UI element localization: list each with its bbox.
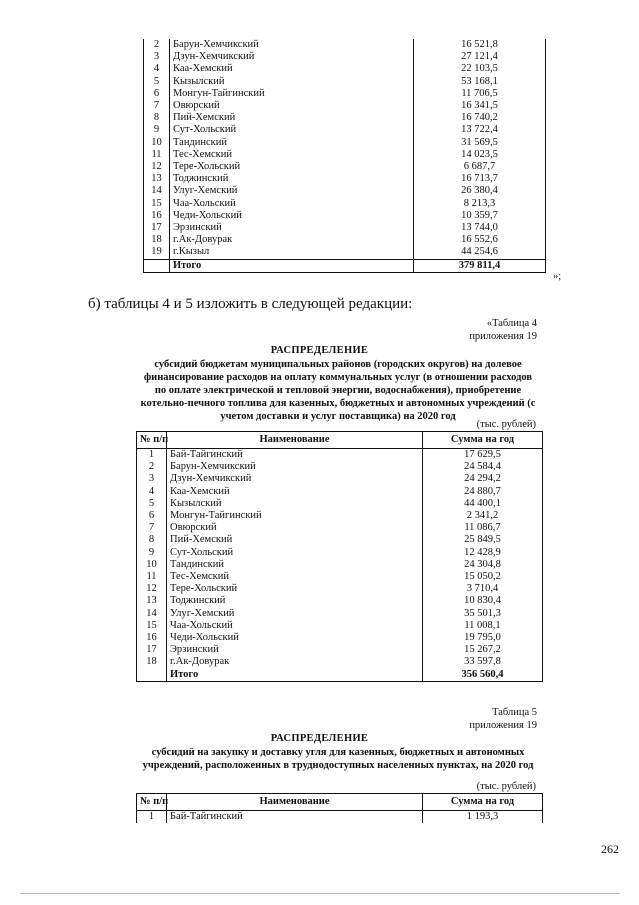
header-name: Наименование [167, 432, 423, 449]
table-4 [136, 431, 543, 682]
table-row [137, 571, 543, 583]
row-name: г.Кызыл [170, 246, 414, 259]
table-row [137, 547, 543, 559]
row-sum: 11 086,7 [423, 522, 543, 534]
row-number: 6 [148, 510, 155, 522]
table-row [144, 198, 546, 210]
row-name: Тере-Хольский [167, 583, 423, 595]
table-4-header-row [137, 432, 543, 449]
row-name: Монгун-Тайгинский [170, 88, 414, 100]
row-sum: 14 023,5 [414, 149, 546, 161]
row-name: Барун-Хемчикский [167, 461, 423, 473]
row-sum: 11 706,5 [414, 88, 546, 100]
row-name: Пий-Хемский [167, 534, 423, 546]
row-number: 2 [148, 461, 155, 473]
table-row [137, 510, 543, 522]
row-number: 16 [146, 632, 157, 644]
row-name: Бай-Тайгинский [167, 811, 423, 824]
row-name: Пий-Хемский [170, 112, 414, 124]
row-number: 10 [146, 558, 157, 570]
row-sum: 3 710,4 [423, 583, 543, 595]
table-row [144, 39, 546, 51]
row-number: 12 [151, 161, 162, 173]
table-row [144, 234, 546, 246]
row-sum: 31 569,5 [414, 137, 546, 149]
row-number: 5 [148, 497, 155, 509]
table-row [137, 486, 543, 498]
header-sum: Сумма на год [423, 432, 543, 449]
table-row [137, 559, 543, 571]
row-sum: 24 304,8 [423, 559, 543, 571]
total-empty-cell [144, 259, 170, 272]
row-name: Эрзинский [170, 222, 414, 234]
table-row [137, 498, 543, 510]
row-name: Кызылский [170, 76, 414, 88]
row-name: Тес-Хемский [167, 571, 423, 583]
table-row [144, 51, 546, 63]
row-number: 2 [153, 39, 160, 50]
table-4-label-line2: приложения 19 [469, 330, 537, 342]
table-row [144, 124, 546, 136]
row-number: 17 [151, 222, 162, 234]
row-name: Тоджинский [170, 173, 414, 185]
row-name: г.Ак-Довурак [167, 656, 423, 668]
row-number: 19 [151, 246, 162, 258]
row-name: Тандинский [167, 559, 423, 571]
table-4-label-line1: «Таблица 4 [486, 318, 537, 329]
row-number: 13 [146, 595, 157, 607]
row-number: 4 [153, 63, 160, 75]
row-number: 4 [148, 485, 155, 497]
table-3-end-mark: »; [553, 271, 562, 282]
row-number: 14 [151, 185, 162, 197]
row-number: 10 [151, 136, 162, 148]
row-name: Барун-Хемчикский [170, 39, 414, 51]
total-sum: 356 560,4 [423, 669, 543, 682]
amendment-paragraph: б) таблицы 4 и 5 изложить в следующей редакции: [88, 296, 413, 312]
bottom-divider [20, 893, 620, 894]
row-sum: 44 400,1 [423, 498, 543, 510]
row-number: 16 [151, 209, 162, 221]
row-sum: 10 359,7 [414, 210, 546, 222]
row-name: Каа-Хемский [167, 486, 423, 498]
table-row [137, 461, 543, 473]
row-sum: 16 521,8 [414, 39, 546, 51]
row-name: Бай-Тайгинский [167, 449, 423, 462]
row-number: 11 [146, 571, 157, 583]
row-number: 7 [153, 100, 160, 112]
row-sum: 24 584,4 [423, 461, 543, 473]
table-row [144, 63, 546, 75]
table-row [144, 222, 546, 234]
table-row [144, 76, 546, 88]
row-name: Сут-Хольский [167, 547, 423, 559]
table-total-row [144, 259, 546, 272]
row-name: Дзун-Хемчикский [167, 473, 423, 485]
header-name: Наименование [167, 794, 423, 811]
row-number: 8 [153, 112, 160, 124]
table-total-row [137, 669, 543, 682]
row-sum: 11 008,1 [423, 620, 543, 632]
table-row [137, 595, 543, 607]
table-4-subtitle: субсидий бюджетам муниципальных районов (городских округов) на долевое финансирование расходов на оплату коммунальных услуг (в отношении расходов по оплате электрической и тепловой энергии, водоснабжения), приобретение котельно-печного топлива для казенных, бюджетных и автономных учреждений (с учетом доставки и услуг поставщика) на 2020 год [140, 359, 536, 422]
row-name: Тере-Хольский [170, 161, 414, 173]
table-5-label [469, 707, 537, 732]
table-row [144, 185, 546, 197]
table-5-subtitle: субсидий на закупку и доставку угля для казенных, бюджетных и автономных учреждений, расположенных в труднодоступных населенных пунктах, на 2020 год [142, 747, 534, 771]
row-sum: 35 501,3 [423, 608, 543, 620]
row-number: 18 [151, 234, 162, 246]
table-5-label-line2: приложения 19 [469, 719, 537, 731]
row-sum: 16 341,5 [414, 100, 546, 112]
total-label: Итого [167, 669, 423, 682]
row-number: 1 [148, 811, 155, 822]
table-row [137, 811, 543, 824]
row-sum: 16 713,7 [414, 173, 546, 185]
row-sum: 53 168,1 [414, 76, 546, 88]
table-row [137, 632, 543, 644]
row-name: Каа-Хемский [170, 63, 414, 75]
table-5-unit: (тыс. рублей) [476, 781, 536, 792]
row-name: Улуг-Хемский [167, 608, 423, 620]
row-sum: 8 213,3 [414, 198, 546, 210]
table-row [144, 246, 546, 259]
table-row [137, 620, 543, 632]
table-row [137, 608, 543, 620]
row-number: 8 [148, 534, 155, 546]
row-name: Тандинский [170, 137, 414, 149]
table-row [137, 583, 543, 595]
table-4-label [469, 318, 537, 343]
page-number: 262 [601, 842, 619, 856]
row-name: Монгун-Тайгинский [167, 510, 423, 522]
row-sum: 27 121,4 [414, 51, 546, 63]
row-sum: 12 428,9 [423, 547, 543, 559]
row-number: 5 [153, 75, 160, 87]
table-row [137, 449, 543, 462]
table-4-unit: (тыс. рублей) [476, 419, 536, 430]
row-sum: 16 740,2 [414, 112, 546, 124]
row-number: 3 [148, 473, 155, 485]
row-name: Чеди-Хольский [167, 632, 423, 644]
row-sum: 19 795,0 [423, 632, 543, 644]
row-number: 11 [151, 148, 162, 160]
row-name: Кызылский [167, 498, 423, 510]
row-number: 14 [146, 607, 157, 619]
row-name: Овюрский [167, 522, 423, 534]
row-number: 1 [148, 449, 155, 460]
row-name: Тес-Хемский [170, 149, 414, 161]
row-name: Дзун-Хемчикский [170, 51, 414, 63]
total-empty-cell [137, 669, 167, 682]
row-sum: 13 744,0 [414, 222, 546, 234]
row-number: 13 [151, 173, 162, 185]
table-row [137, 522, 543, 534]
table-row [144, 100, 546, 112]
header-num: № п/п [137, 794, 167, 811]
table-row [137, 534, 543, 546]
table-3-continuation [143, 39, 546, 273]
row-number: 17 [146, 644, 157, 656]
total-sum: 379 811,4 [414, 259, 546, 272]
table-5-header-row [137, 794, 543, 811]
row-sum: 25 849,5 [423, 534, 543, 546]
row-sum: 24 294,2 [423, 473, 543, 485]
row-number: 6 [153, 87, 160, 99]
row-name: Сут-Хольский [170, 124, 414, 136]
row-name: Чеди-Хольский [170, 210, 414, 222]
row-number: 12 [146, 583, 157, 595]
row-name: Улуг-Хемский [170, 185, 414, 197]
row-sum: 10 830,4 [423, 595, 543, 607]
table-row [144, 210, 546, 222]
row-sum: 13 722,4 [414, 124, 546, 136]
row-name: Чаа-Хольский [167, 620, 423, 632]
header-num: № п/п [137, 432, 167, 449]
row-number: 7 [148, 522, 155, 534]
row-number: 9 [148, 546, 155, 558]
table-row [144, 112, 546, 124]
row-sum: 16 552,6 [414, 234, 546, 246]
table-row [137, 644, 543, 656]
row-sum: 6 687,7 [414, 161, 546, 173]
row-name: Чаа-Хольский [170, 198, 414, 210]
row-sum: 22 103,5 [414, 63, 546, 75]
total-label: Итого [170, 259, 414, 272]
header-sum: Сумма на год [423, 794, 543, 811]
row-sum: 33 597,8 [423, 656, 543, 668]
row-sum: 44 254,6 [414, 246, 546, 259]
row-sum: 2 341,2 [423, 510, 543, 522]
row-sum: 26 380,4 [414, 185, 546, 197]
row-number: 9 [153, 124, 160, 136]
row-number: 15 [151, 197, 162, 209]
row-sum: 15 050,2 [423, 571, 543, 583]
table-row [144, 137, 546, 149]
row-sum: 24 880,7 [423, 486, 543, 498]
table-row [144, 161, 546, 173]
table-4-heading: РАСПРЕДЕЛЕНИЕ [270, 345, 369, 356]
table-5 [136, 793, 543, 823]
table-row [144, 149, 546, 161]
table-row [144, 88, 546, 100]
row-number: 18 [146, 656, 157, 668]
row-number: 3 [153, 51, 160, 63]
row-sum: 1 193,3 [423, 811, 543, 824]
table-row [137, 473, 543, 485]
row-name: Тоджинский [167, 595, 423, 607]
row-name: г.Ак-Довурак [170, 234, 414, 246]
row-name: Эрзинский [167, 644, 423, 656]
row-number: 15 [146, 619, 157, 631]
table-row [144, 173, 546, 185]
row-name: Овюрский [170, 100, 414, 112]
row-sum: 15 267,2 [423, 644, 543, 656]
row-sum: 17 629,5 [423, 449, 543, 462]
table-row [137, 656, 543, 668]
table-5-label-line1: Таблица 5 [492, 707, 537, 718]
table-5-heading: РАСПРЕДЕЛЕНИЕ [270, 733, 369, 744]
